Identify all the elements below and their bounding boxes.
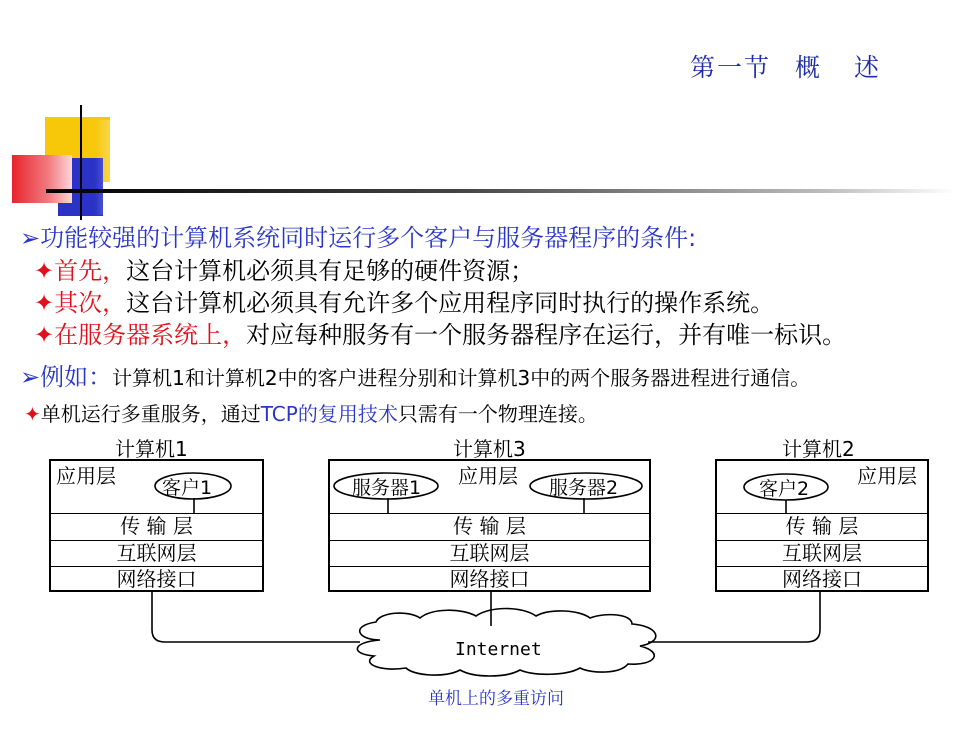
app-layer-label: 应用层 [458, 464, 518, 488]
bullet-text: 这台计算机必须具有允许多个应用程序同时执行的操作系统。 [126, 289, 775, 317]
server-2-process: 服务器2 [549, 477, 619, 499]
internet-layer: 互联网层 [50, 540, 263, 567]
computer-2-label: 计算机2 [782, 437, 855, 461]
bullet-text: 对应每种服务有一个服务器程序在运行，并有唯一标识。 [246, 321, 847, 349]
star-bullet-icon: ✦ [34, 257, 55, 285]
title-char-2: 述 [853, 53, 881, 82]
transport-layer: 传 输 层 [50, 513, 263, 540]
computer-3-label: 计算机3 [453, 437, 526, 461]
bullet-text: 这台计算机必须具有足够的硬件资源； [126, 257, 535, 285]
link-computer-2 [648, 592, 820, 642]
bullet-lead: 首先， [54, 257, 127, 285]
arrow-bullet-icon: ➢ [20, 224, 41, 252]
star-bullet-icon: ✦ [34, 289, 55, 317]
bullet-text: 计算机1和计算机2中的客户进程分别和计算机3中的两个服务器进程进行通信。 [112, 366, 811, 390]
server-1-process: 服务器1 [352, 477, 422, 499]
client-2-process: 客户2 [759, 478, 810, 500]
app-layer-label: 应用层 [857, 464, 917, 488]
bullet-text: 单机运行多重服务，通过 [40, 402, 261, 426]
highlight-text: TCP的复用技术 [260, 402, 398, 426]
diagram-caption: 单机上的多重访问 [428, 689, 564, 709]
app-layer-label: 应用层 [56, 464, 116, 488]
client-1-process: 客户1 [162, 477, 213, 499]
bullet-lead: 在服务器系统上， [54, 321, 247, 349]
bullet-lead: 例如： [40, 363, 113, 391]
section-label: 第一节 [690, 53, 772, 82]
bullet-text: 只需有一个物理连接。 [397, 402, 598, 426]
link-computer-1 [152, 592, 360, 642]
network-interface-layer: 网络接口 [716, 566, 928, 593]
star-bullet-icon: ✦ [34, 321, 55, 349]
transport-layer: 传 输 层 [716, 513, 928, 540]
title-char-1: 概 [794, 53, 822, 82]
bullet-lead: 其次， [54, 289, 127, 317]
transport-layer: 传 输 层 [329, 513, 650, 540]
network-interface-layer: 网络接口 [50, 566, 263, 593]
internet-layer: 互联网层 [329, 540, 650, 567]
internet-layer: 互联网层 [716, 540, 928, 567]
bullet-text: 功能较强的计算机系统同时运行多个客户与服务器程序的条件: [40, 224, 697, 252]
network-interface-layer: 网络接口 [329, 566, 650, 593]
arrow-bullet-icon: ➢ [20, 363, 41, 391]
computer-1-label: 计算机1 [115, 437, 188, 461]
internet-label: Internet [455, 639, 542, 660]
star-bullet-icon: ✦ [24, 402, 41, 426]
